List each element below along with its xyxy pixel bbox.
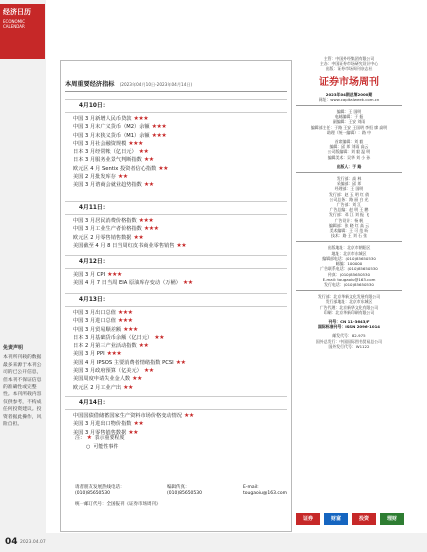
masthead-line: 技术：路 王 刘 石 张 [330, 233, 368, 239]
partner-logo: 投资 [352, 513, 376, 525]
importance-stars: ★★ [138, 342, 149, 350]
importance-stars: ★★ [132, 375, 142, 383]
indicator-item: 中国 3 月社会融资规模 ★★★ [73, 139, 143, 147]
masthead-line: 副编辑：王安 刘雨 [332, 119, 366, 125]
indicator-item: 中国 3 月进口总值 ★★★ [73, 317, 133, 325]
indicator-item: 中国国债借储蓄国家生产资料市场价格变动情况 ★★ [73, 412, 194, 419]
indicator-item: 美国 3 月 PPI ★★★ [73, 350, 122, 358]
masthead-line: 出版人：于 路 [336, 163, 362, 169]
indicator-item: 美国 4 月 7 日当周 EIA 原油库存变动（万桶） ★★ [73, 279, 193, 287]
importance-stars: ★★★ [151, 131, 167, 139]
masthead-line: 编辑：王 国明 [336, 109, 362, 115]
legend-star-icon: ★ [86, 434, 92, 441]
masthead-divider [296, 290, 402, 291]
legend [75, 433, 125, 452]
importance-stars: ★★ [182, 279, 193, 287]
partner-logo: 理财 [380, 513, 404, 525]
indicator-item: 美国 3 月 CPI ★★★ [73, 271, 122, 278]
indicator-item: 日本 3 月经常帐（亿日元） ★★ [73, 148, 149, 156]
disclaimer-text: 本刊所刊载的数据最多来源于本刊公司的已公开信息，但本刊不保证信息的准确性或完整性。本刊所载内容仅供参考，不构成任何投资建议。投资者据此操作，风险自担。 [3, 355, 42, 428]
masthead-line: 主管：中国外经集团有限公司 [323, 56, 375, 61]
masthead-line: 编辑部主任：于路 王安 王国明 李恒 廖 高明 [310, 124, 388, 130]
masthead-line: 首席编辑：刘 毅 [334, 139, 364, 145]
calendar-title [65, 79, 192, 88]
indicator-item: 中国 3 月工业生产者价格指数 ★★★ [73, 225, 159, 233]
masthead-line: 发行部：北京华新文化发展有限公司 [317, 294, 381, 300]
masthead-line[interactable]: 网址：www.capitalweek.com.cn [318, 96, 380, 102]
importance-stars: ★★ [143, 156, 154, 164]
masthead-line: 公司总务：路 丽 白 光 [329, 196, 369, 202]
subscription-code: 统一邮订代号：全国报刊《证券市场周刊》 [75, 502, 161, 507]
importance-stars: ★★ [138, 148, 149, 156]
masthead-line: 发行部：高 林 [336, 176, 362, 182]
calendar-title-text: 本周重要经济指标 [65, 81, 115, 88]
indicator-item: 中国 3 月出口总值 ★★★ [73, 309, 133, 316]
day-block [65, 396, 287, 437]
masthead-divider [296, 241, 402, 242]
calendar-date-range: (2023年04月10日-2023年04月14日) [119, 82, 193, 87]
indicator-item: 美国截至 4 月 8 日当周红皮书商业零售销售 ★★ [73, 241, 187, 249]
importance-stars: ★★★ [106, 350, 122, 358]
masthead-line: 编辑部：张 晓 红 高 云 [329, 222, 369, 228]
masthead-line: 广告设计：杨 帆 [334, 217, 364, 223]
importance-stars: ★★ [133, 233, 144, 241]
partner-logo: 证券 [296, 513, 320, 525]
importance-stars: ★★★ [123, 325, 138, 333]
masthead-line: 邮编：100000 [335, 261, 363, 267]
issue-date: 2023.04.07 [20, 540, 46, 545]
masthead-line: 传真：(010)85650530 [328, 271, 370, 277]
sales-contact: 请者朋友发展热线电话： (010)85650530 [75, 485, 125, 497]
indicator-item: 欧元区 2 月零售销售数据 ★★ [73, 233, 144, 241]
day-date: 4月10日： [65, 99, 287, 113]
masthead-line: 国外总发行：中国国际图书贸易总公司 [315, 338, 383, 344]
section-title-en: ECONOMIC CALENDAR [3, 19, 26, 29]
day-block [65, 255, 287, 288]
masthead-line: 发行部地址：北京市东城区 [325, 299, 373, 305]
importance-stars: ★★ [123, 383, 133, 391]
importance-stars: ★★ [176, 241, 187, 249]
importance-stars: ★★★ [117, 317, 133, 325]
indicator-item: 欧元区 2 月工业产出 ★★ [73, 383, 133, 391]
masthead-divider [296, 105, 402, 106]
disclaimer-heading: 免责声明 [3, 345, 24, 351]
importance-stars: ★★★ [128, 139, 143, 147]
calendar-panel [60, 60, 292, 532]
masthead-line: 国外发行代号：W1122 [328, 343, 370, 349]
masthead-line: 公司版编辑：刘 毅 温 明 [327, 149, 371, 155]
indicator-item: 中国 3 月贸易顺差额 ★★★ [73, 325, 138, 333]
indicator-item: 日本 2 月第三产业活动指数 ★★ [73, 342, 149, 350]
masthead-line: 经理部：王 国明 [334, 186, 364, 192]
indicator-item: 美国 3 月政府预算（亿美元） ★★ [73, 367, 154, 375]
masthead-line: 印刷：北京华新印刷有限公司 [323, 309, 375, 315]
masthead-line: 发行部：邓 江 刘 振 飞 [329, 212, 369, 218]
masthead [296, 56, 402, 349]
indicator-item: 美国 3 月谘商会就业趋势指数 ★★ [73, 181, 154, 189]
importance-stars: ★★★ [143, 225, 159, 233]
partner-logos [296, 513, 406, 525]
fax-contact: 编辑传真： (010)85650530 [167, 485, 203, 497]
indicator-item: 美国 3 月进出口物价指数 ★★ [73, 420, 144, 428]
masthead-line: 邮发代号：82-975 [332, 333, 366, 339]
masthead-line: 编辑部电话：(010)85650530 [322, 255, 376, 261]
indicator-item: 日本 3 月基础货币余额（亿日元） ★★ [73, 333, 164, 341]
indicator-item: 日本 3 月服务业景气判断指数 ★★ [73, 156, 154, 164]
disclaimer [3, 345, 43, 428]
legend-row-stars: 注： ★ 表示重要程度 [75, 434, 125, 441]
masthead-line: 国际标准刊号：ISSN 2096-1014 [318, 324, 380, 330]
section-tag [0, 4, 45, 59]
masthead-line: 广告部：刘 江 [336, 202, 362, 208]
masthead-line: 广告总编：赵 明 王 鹏 [329, 207, 369, 213]
page-number: 04 [5, 537, 18, 547]
masthead-line: 发行部：赵 玉 明 红 倩 [329, 191, 369, 197]
masthead-line: 主办：中国证券市场研究设计中心 [319, 61, 379, 67]
importance-stars: ★★ [175, 358, 186, 366]
masthead-line: 编辑：邱 邦 刘雨 高云 [329, 144, 369, 150]
masthead-line: 地址：北京市东城区 [331, 250, 367, 256]
day-date: 4月13日： [65, 293, 287, 307]
indicator-item: 美国 3 月零售销售数据 ★★ [73, 428, 139, 436]
indicator-item: 美国 2 月批发库存 ★★ [73, 173, 128, 181]
masthead-line: 采编部：邱 邦 [336, 181, 362, 187]
importance-stars: ★★ [143, 181, 154, 189]
masthead-line: 广告代理：北京新华文化有限公司 [319, 304, 379, 310]
page-footer [0, 533, 427, 552]
masthead-line: 出版地址：北京市朝阳区 [327, 245, 371, 251]
email-contact[interactable]: E-mail: tougaoiu@163.com [243, 485, 287, 497]
masthead-line: 刊号：CN 11-3643/F [328, 318, 370, 324]
importance-stars: ★★ [143, 367, 154, 375]
magazine-logo: 证券市场周刊 [319, 76, 379, 88]
legend-circle-icon: ○ [86, 444, 91, 450]
masthead-divider [296, 172, 402, 173]
importance-stars: ★★ [183, 412, 194, 419]
importance-stars: ★★ [133, 420, 144, 428]
masthead-line[interactable]: E-mail: tougaoiu@163.com [322, 276, 376, 282]
importance-stars: ★★★ [117, 309, 133, 316]
indicator-item: 美国 4 月 IPSOS 主要消费者情绪指数 PCSI ★★ [73, 358, 186, 366]
day-date: 4月14日： [65, 396, 287, 410]
section-title: 经济日历 [3, 8, 31, 16]
masthead-line: 出版：证券市场周刊杂志社 [325, 66, 373, 72]
partner-logo: 财富 [324, 513, 348, 525]
indicator-item: 欧元区 4 月 Sentix 投资者信心指数 ★★ [73, 164, 169, 172]
importance-stars: ★★ [117, 173, 128, 181]
masthead-line: 美术编辑：王 可 范 昕 [329, 228, 369, 234]
indicator-item: 中国 3 月新增人民币贷款 ★★★ [73, 115, 149, 122]
day-block [65, 201, 287, 250]
day-date: 4月12日： [65, 255, 287, 269]
masthead-line: 编辑美术：吴华 刘 小 孙 [327, 154, 371, 160]
title-divider [65, 91, 287, 92]
legend-row-circle: ○ 可能性事件 [86, 444, 119, 450]
day-block [65, 99, 287, 190]
indicator-item: 美国周度申请失业金人数 ★★ [73, 375, 142, 383]
indicator-item: 中国 3 月末广义货币（M2）余额 ★★★ [73, 123, 167, 131]
masthead-line: 2023年04期总第2000期 [325, 91, 373, 97]
indicator-item: 中国 3 月末狭义货币（M1）余额 ★★★ [73, 131, 167, 139]
masthead-line: 广告联系电话：(010)85650530 [320, 266, 378, 272]
masthead-line: 发行电话：(010)85650530 [324, 281, 374, 287]
masthead-line: 助理（统一编辑）：路 中 [326, 129, 372, 135]
importance-stars: ★★ [128, 428, 139, 436]
importance-stars: ★★ [158, 164, 169, 172]
day-date: 4月11日： [65, 201, 287, 215]
left-sidebar [0, 0, 46, 552]
indicator-item: 中国 3 月居民消费价格指数 ★★★ [73, 217, 154, 224]
day-block [65, 293, 287, 392]
masthead-line: 电邮编辑：于 振 [334, 114, 364, 120]
importance-stars: ★★★ [107, 271, 122, 278]
importance-stars: ★★★ [151, 123, 167, 131]
importance-stars: ★★★ [133, 115, 149, 122]
importance-stars: ★★ [154, 333, 164, 341]
importance-stars: ★★★ [138, 217, 154, 224]
